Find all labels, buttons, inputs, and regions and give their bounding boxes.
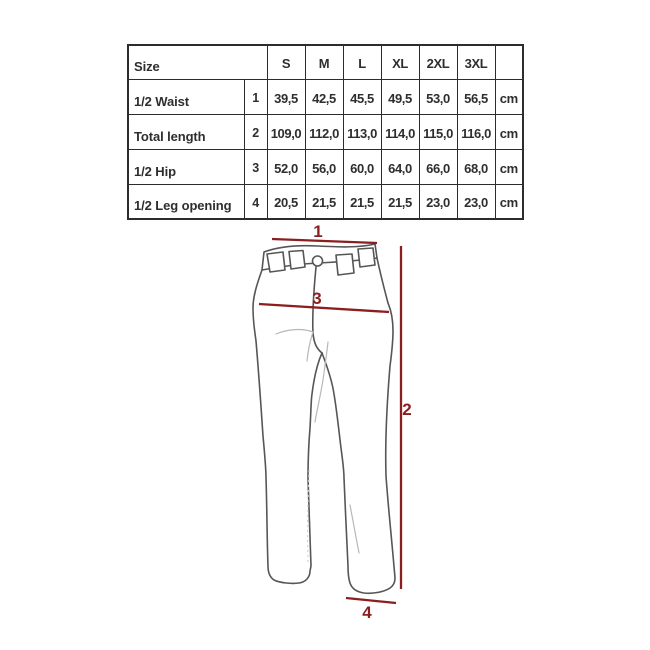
unit-cell: cm [495, 114, 523, 149]
pants-yoke-detail [276, 330, 313, 334]
cell-value: 114,0 [381, 114, 419, 149]
cell-value: 116,0 [457, 114, 495, 149]
pants-fly-seam [313, 267, 322, 353]
belt-loop [267, 252, 285, 272]
row-label: Total length [128, 114, 244, 149]
waist-measure-label: 1 [313, 222, 323, 241]
pants-pocket-detail [307, 332, 313, 361]
leg-opening-measure-label: 4 [362, 603, 372, 622]
cell-value: 56,0 [305, 149, 343, 184]
size-col-header-3xl: 3XL [457, 45, 495, 79]
cell-value: 115,0 [419, 114, 457, 149]
size-col-header-m: M [305, 45, 343, 79]
cell-value: 66,0 [419, 149, 457, 184]
cell-value: 21,5 [381, 184, 419, 219]
row-label: 1/2 Hip [128, 149, 244, 184]
cell-value: 112,0 [305, 114, 343, 149]
cell-value: 45,5 [343, 79, 381, 114]
cell-value: 56,5 [457, 79, 495, 114]
cell-value: 23,0 [457, 184, 495, 219]
row-index: 1 [244, 79, 267, 114]
waist-button-icon [313, 256, 323, 266]
belt-loop [358, 248, 375, 267]
unit-cell: cm [495, 184, 523, 219]
cell-value: 20,5 [267, 184, 305, 219]
pants-left-leg-outline [253, 270, 322, 583]
unit-cell: cm [495, 79, 523, 114]
size-col-header-l: L [343, 45, 381, 79]
size-col-header-s: S [267, 45, 305, 79]
waist-measure-line [272, 239, 377, 243]
belt-loop [289, 251, 305, 270]
row-label: 1/2 Waist [128, 79, 244, 114]
row-index: 4 [244, 184, 267, 219]
cell-value: 109,0 [267, 114, 305, 149]
unit-cell: cm [495, 149, 523, 184]
cell-value: 42,5 [305, 79, 343, 114]
total-length-measure-label: 2 [402, 400, 412, 419]
cell-value: 60,0 [343, 149, 381, 184]
cell-value: 49,5 [381, 79, 419, 114]
row-index: 2 [244, 114, 267, 149]
hip-measure-label: 3 [312, 289, 322, 308]
size-col-header-2xl: 2XL [419, 45, 457, 79]
cell-value: 52,0 [267, 149, 305, 184]
cell-value: 113,0 [343, 114, 381, 149]
cell-value: 64,0 [381, 149, 419, 184]
belt-loop [336, 254, 354, 275]
cell-value: 39,5 [267, 79, 305, 114]
pants-crease-detail-right [350, 505, 359, 553]
size-table-corner-label: Size [128, 45, 267, 79]
hip-measure-line [259, 304, 389, 312]
cell-value: 21,5 [343, 184, 381, 219]
cell-value: 23,0 [419, 184, 457, 219]
cell-value: 53,0 [419, 79, 457, 114]
cell-value: 68,0 [457, 149, 495, 184]
cell-value: 21,5 [305, 184, 343, 219]
row-label: 1/2 Leg opening [128, 184, 244, 219]
size-col-header-xl: XL [381, 45, 419, 79]
row-index: 3 [244, 149, 267, 184]
